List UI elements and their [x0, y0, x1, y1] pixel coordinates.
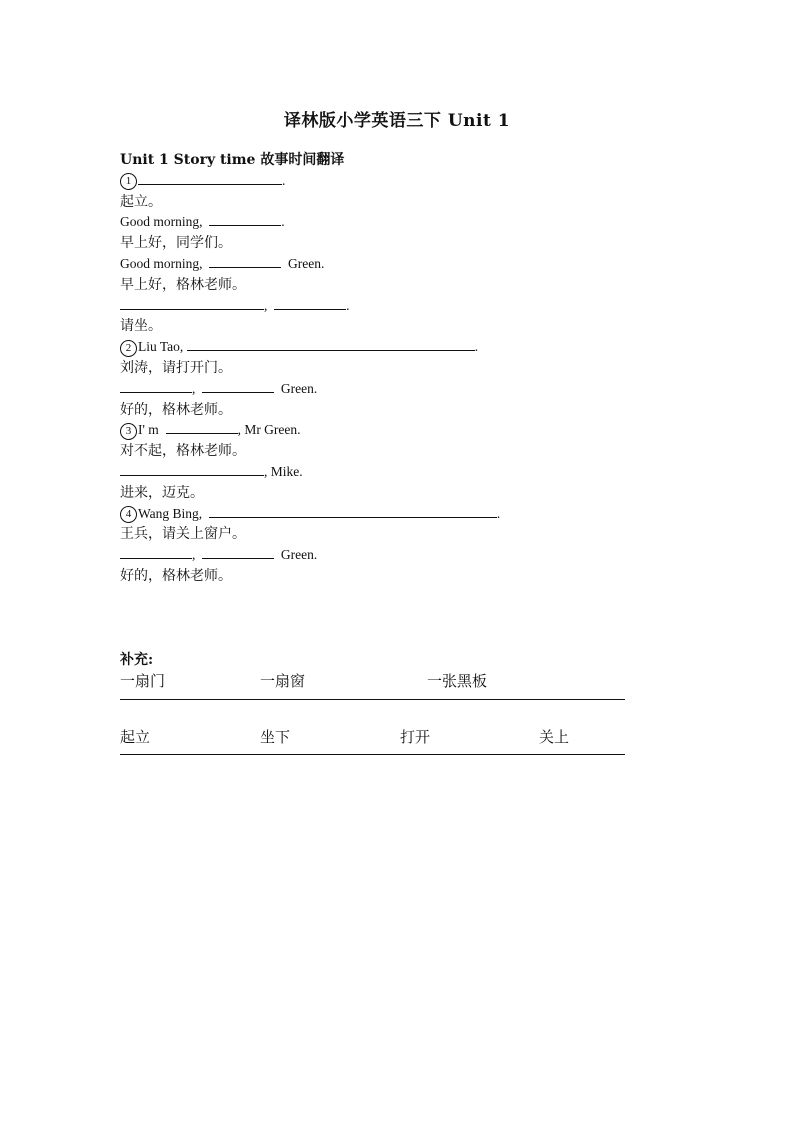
answer-blank[interactable]: [138, 172, 282, 185]
answer-blank[interactable]: [209, 213, 281, 226]
answer-blank[interactable]: [202, 380, 274, 393]
vocab-item: 一扇门: [120, 672, 166, 690]
answer-blank[interactable]: [209, 505, 497, 518]
answer-blank[interactable]: [187, 338, 475, 351]
circled-number-2: 2: [120, 340, 137, 357]
line-text: , Mr Green.: [237, 422, 301, 438]
line-text: ,: [192, 547, 196, 563]
line-text: Green.: [280, 380, 318, 396]
vocab-item: 一扇窗: [260, 672, 306, 690]
translation-line: 请坐。: [120, 318, 162, 335]
circled-number-1: 1: [120, 173, 137, 190]
supplement-title: 补充:: [120, 652, 154, 668]
line-text: Wang Bing,: [138, 505, 203, 521]
translation-line: 刘涛，请打开门。: [120, 359, 232, 376]
answer-blank[interactable]: [274, 297, 346, 310]
answer-line[interactable]: [120, 699, 625, 700]
answer-line[interactable]: [120, 754, 625, 755]
answer-blank[interactable]: [120, 380, 192, 393]
line-text: .: [281, 214, 285, 230]
story-section: [120, 150, 680, 587]
page-title: 译林版小学英语三下 Unit 1: [283, 111, 511, 131]
line-text: , Mike.: [264, 463, 303, 479]
answer-blank[interactable]: [166, 421, 238, 434]
exercise-line: [120, 462, 680, 483]
vocab-item: 打开: [400, 728, 431, 746]
line-text: .: [346, 297, 350, 313]
vocab-item: 一张黑板: [427, 672, 488, 690]
vocab-item: 坐下: [260, 728, 291, 746]
answer-blank[interactable]: [120, 463, 264, 476]
line-text: Good morning,: [120, 255, 203, 271]
circled-number-3: 3: [120, 423, 137, 440]
translation-line: 早上好，格林老师。: [120, 276, 246, 293]
line-text: .: [282, 172, 286, 188]
circled-number-4: 4: [120, 506, 137, 523]
exercise-line: [120, 296, 680, 317]
exercise-line-3: [120, 420, 680, 441]
translation-line: 王兵，请关上窗户。: [120, 526, 246, 543]
line-text: Green.: [280, 547, 318, 563]
translation-line: 好的，格林老师。: [120, 567, 232, 584]
translation-line: 对不起，格林老师。: [120, 443, 246, 460]
line-text: Green.: [288, 255, 325, 271]
answer-blank[interactable]: [209, 255, 281, 268]
answer-blank[interactable]: [120, 297, 264, 310]
translation-line: 进来，迈克。: [120, 484, 204, 501]
line-text: ,: [264, 297, 268, 313]
vocab-item: 起立: [120, 728, 151, 746]
translation-line: 早上好，同学们。: [120, 235, 232, 252]
line-text: .: [496, 505, 501, 521]
supplement-section: [120, 650, 630, 755]
line-text: .: [474, 339, 479, 355]
translation-line: 起立。: [120, 193, 162, 210]
vocab-item: 关上: [539, 728, 570, 746]
vocab-row-2: [120, 726, 630, 750]
vocab-row-1: [120, 670, 630, 694]
translation-line: 好的，格林老师。: [120, 401, 232, 418]
answer-blank[interactable]: [120, 546, 192, 559]
line-text: ,: [192, 380, 196, 396]
exercise-line-4: [120, 504, 680, 525]
exercise-line-1: [120, 171, 680, 192]
answer-blank[interactable]: [202, 546, 274, 559]
exercise-line: [120, 545, 680, 566]
exercise-line: [120, 212, 680, 233]
line-text: Liu Tao,: [138, 339, 184, 355]
line-text: Good morning,: [120, 214, 203, 230]
exercise-line: [120, 254, 680, 275]
exercise-line: [120, 379, 680, 400]
line-text: I' m: [138, 422, 159, 438]
section-heading: Unit 1 Story time 故事时间翻译: [120, 152, 345, 168]
exercise-line-2: [120, 337, 680, 358]
